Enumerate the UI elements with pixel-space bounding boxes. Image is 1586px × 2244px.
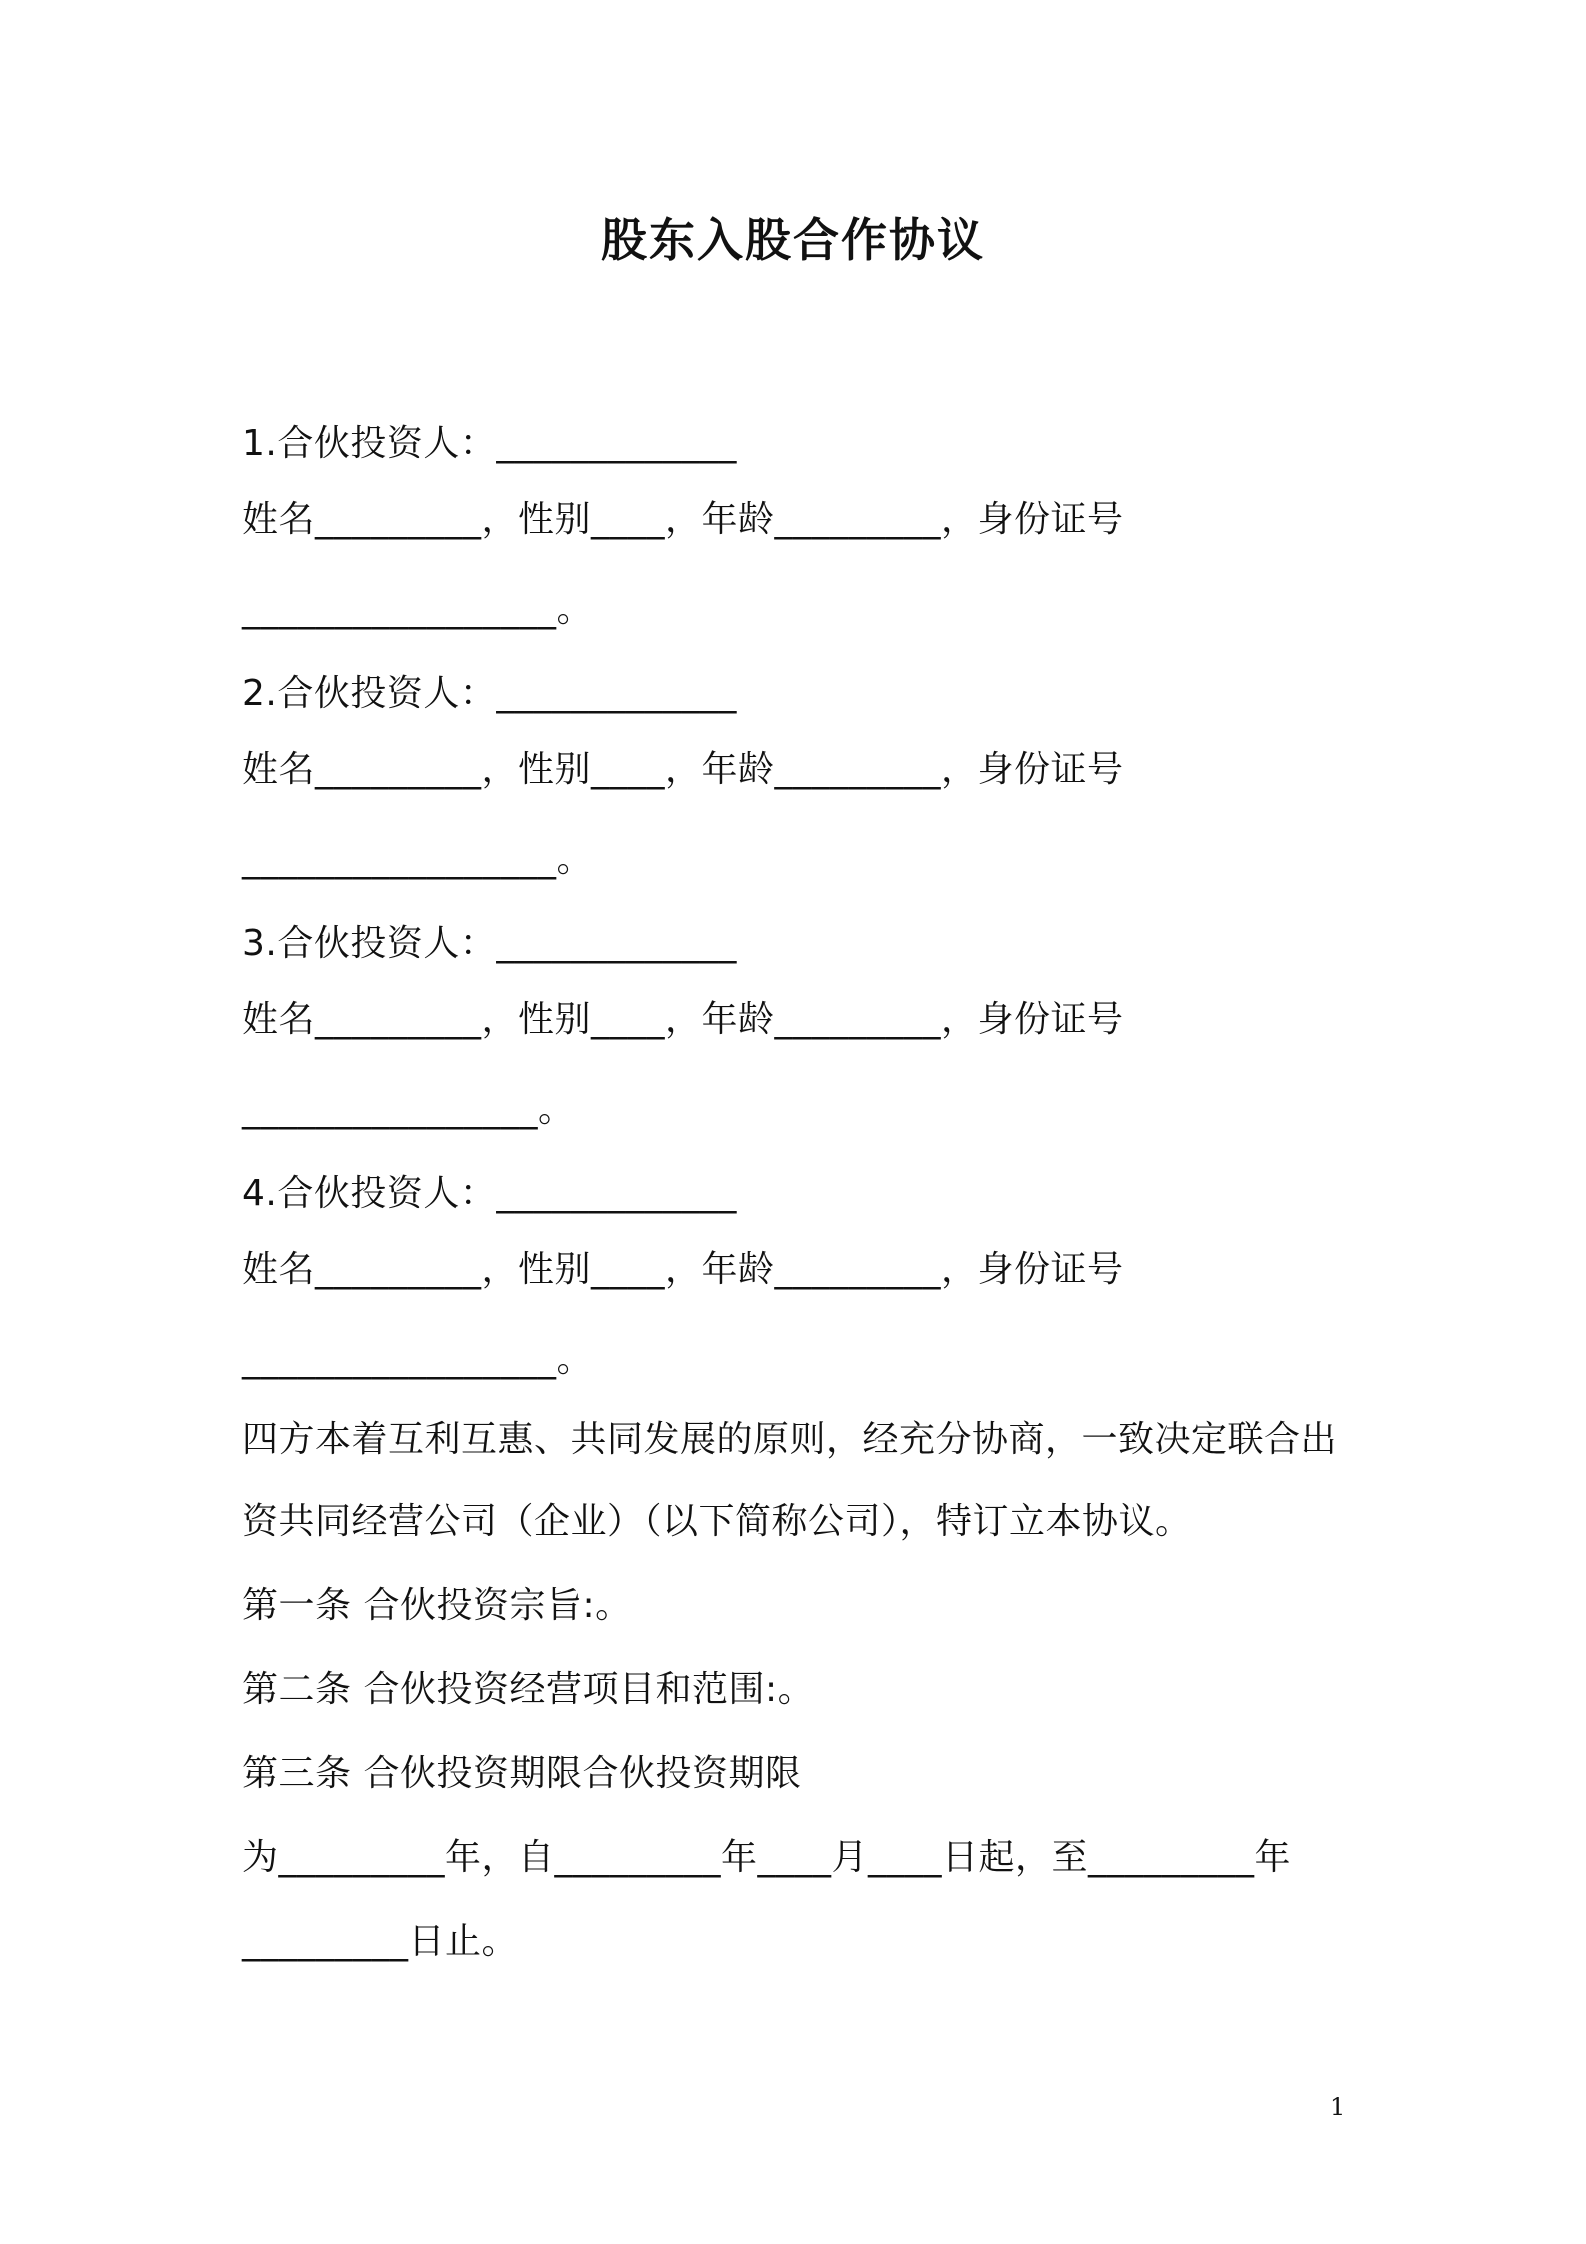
preamble-line-2: 资共同经营公司（企业）（以下简称公司），特订立本协议。 bbox=[242, 1501, 1192, 1542]
investor-3-id-line: ________________。 bbox=[242, 1089, 575, 1130]
investor-1-details: 姓名_________，性别____，年龄_________，身份证号 bbox=[242, 499, 1124, 540]
preamble-line-1: 四方本着互利互惠、共同发展的原则，经充分协商，一致决定联合出 bbox=[242, 1419, 1338, 1460]
investor-1-id-line: _________________。 bbox=[242, 589, 593, 630]
investor-3-heading: 3.合伙投资人：_____________ bbox=[242, 923, 737, 964]
investor-1-heading: 1.合伙投资人：_____________ bbox=[242, 423, 737, 464]
investor-3-details: 姓名_________，性别____，年龄_________，身份证号 bbox=[242, 999, 1124, 1040]
investor-4-id-line: _________________。 bbox=[242, 1339, 593, 1380]
investor-4-heading: 4.合伙投资人：_____________ bbox=[242, 1173, 737, 1214]
investor-2-details: 姓名_________，性别____，年龄_________，身份证号 bbox=[242, 749, 1124, 790]
article-3: 第三条 合伙投资期限合伙投资期限 bbox=[242, 1753, 802, 1794]
investor-2-id-line: _________________。 bbox=[242, 839, 593, 880]
article-3-term-line-2: _________日止。 bbox=[242, 1921, 519, 1962]
investor-4-details: 姓名_________，性别____，年龄_________，身份证号 bbox=[242, 1249, 1124, 1290]
article-2: 第二条 合伙投资经营项目和范围:。 bbox=[242, 1669, 815, 1710]
document-title: 股东入股合作协议 bbox=[601, 213, 985, 267]
article-1: 第一条 合伙投资宗旨:。 bbox=[242, 1585, 632, 1626]
article-3-term-line-1: 为_________年，自_________年____月____日起，至_________年 bbox=[242, 1837, 1292, 1878]
investor-2-heading: 2.合伙投资人：_____________ bbox=[242, 673, 737, 714]
page-number: 1 bbox=[1330, 2093, 1346, 2121]
